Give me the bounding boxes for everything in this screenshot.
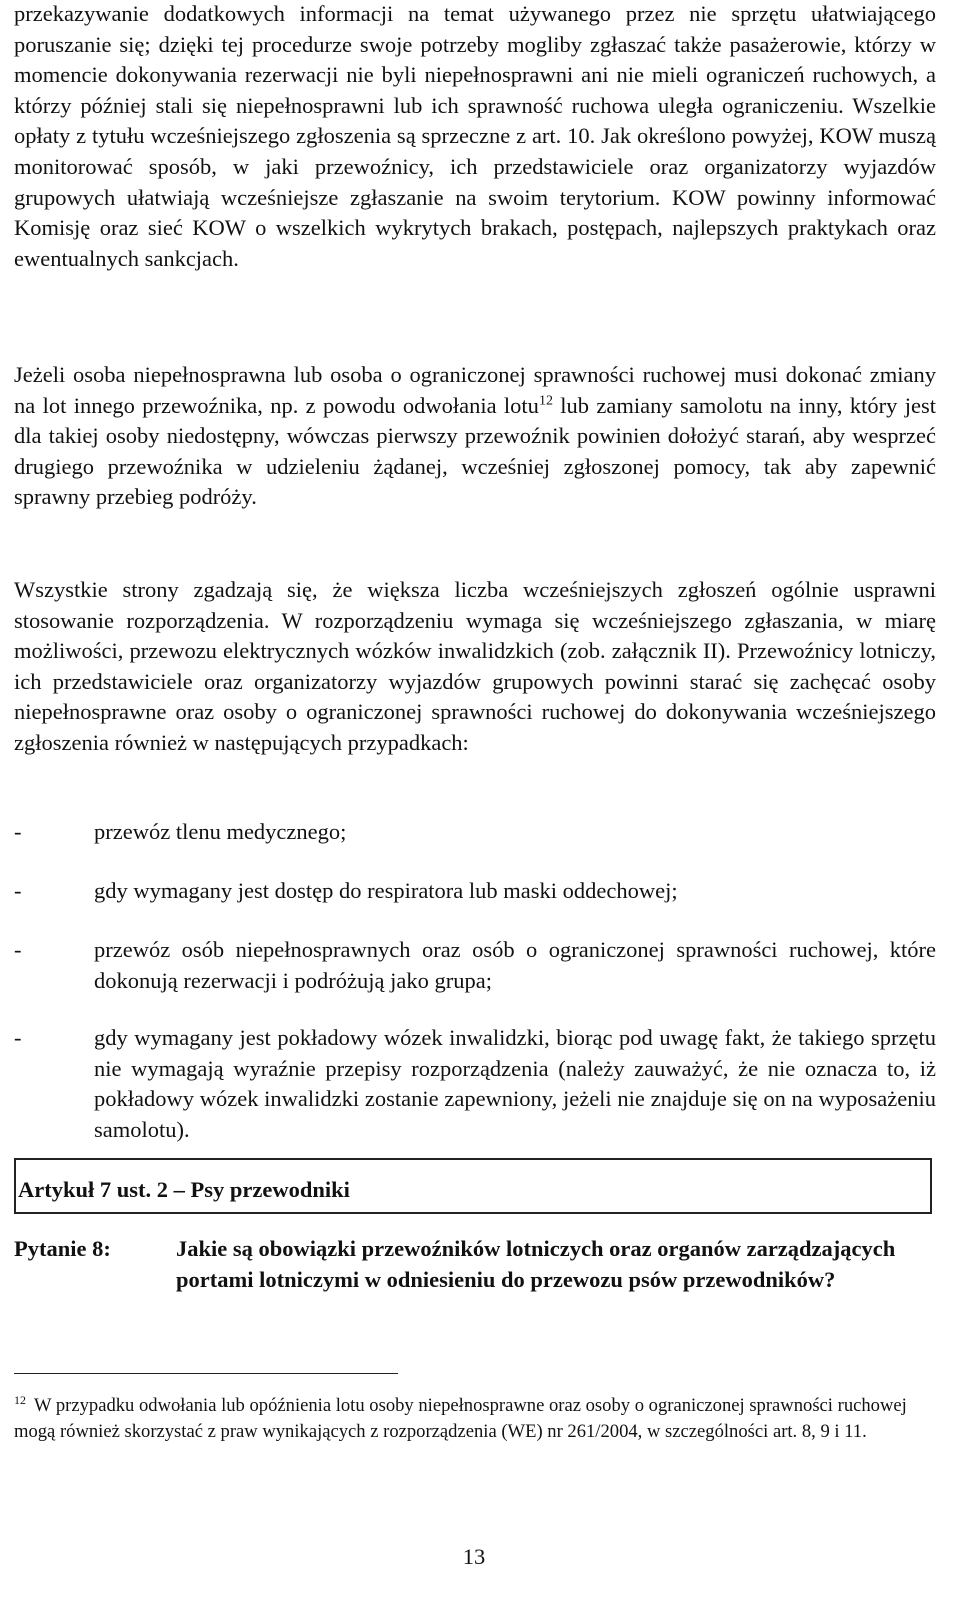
paragraph-earlier-notifications: Wszystkie strony zgadzają się, że większa liczba wcześniejszych zgłoszeń ogólnie usprawni stosowanie rozporządzenia. W rozporządzeniu wymaga się wcześniejszego zgłaszania, w miarę możliwości, przewozu elektrycznych wózków inwalidzkich (zob. załącznik II). Przewoźnicy lotniczy, ich przedstawiciele oraz organizatorzy wyjazdów grupowych powinni starać się zachęcać osoby niepełnosprawne oraz osoby o ograniczonej sprawności ruchowej do dokonywania wcześniejszego zgłoszenia również w następujących przypadkach: xyxy=(14,577,936,755)
list-dash: - xyxy=(14,937,22,962)
footnote-text: W przypadku odwołania lub opóźnienia lotu osoby niepełnosprawne oraz osoby o ograniczonej sprawności ruchowej mogą również skorzystać z praw wynikających z rozporządzenia (WE) nr 261/2004, w szczególności art. 8, 9 i 11. xyxy=(14,1395,907,1442)
paragraph-change-of-carrier-text-1: Jeżeli osoba niepełnosprawna lub osoba o ograniczonej sprawności ruchowej musi dokonać zmiany na lot innego przewoźnika, np. z powodu odwołania lotu xyxy=(14,362,936,418)
list-item-text: przewóz osób niepełnosprawnych oraz osób o ograniczonej sprawności ruchowej, które dokonują rezerwacji i podróżują jako grupa; xyxy=(94,937,936,993)
paragraph-change-of-carrier-text-2: lub zamiany samolotu na inny, który jest dla takiej osoby niedostępny, wówczas pierwszy przewoźnik powinien dołożyć starań, aby wesprzeć drugiego przewoźnika w udzieleniu żądanej, wcześniej zgłoszonej pomocy, tak aby zapewnić sprawny przebieg podróży. xyxy=(14,392,936,510)
list-item-text: gdy wymagany jest pokładowy wózek inwalidzki, biorąc pod uwagę fakt, że takiego sprzętu nie wymagają wyraźnie przepisy rozporządzenia (należy zauważyć, że nie oznacza to, iż pokładowy wózek inwalidzki zostanie zapewniony, jeżeli nie znajduje się on na wyposażeniu samolotu). xyxy=(94,1025,936,1142)
list-dash: - xyxy=(14,878,22,903)
list-dash: - xyxy=(14,819,22,844)
page-number: 13 xyxy=(462,1544,486,1569)
list-item-text: gdy wymagany jest dostęp do respiratora lub maski oddechowej; xyxy=(94,878,678,903)
footnote-reference[interactable]: 12 xyxy=(538,393,553,409)
question-text: Jakie są obowiązki przewoźników lotniczych oraz organów zarządzających portami lotniczymi w odniesieniu do przewozu psów przewodników? xyxy=(176,1236,896,1292)
footnote xyxy=(14,1393,914,1444)
footnote-separator xyxy=(14,1373,398,1374)
question-label: Pytanie 8: xyxy=(14,1236,111,1261)
list-item-text: przewóz tlenu medycznego; xyxy=(94,819,347,844)
paragraph-advance-notification: przekazywanie dodatkowych informacji na temat używanego przez nie sprzętu ułatwiającego poruszanie się; dzięki tej procedurze swoje potrzeby mogliby zgłaszać także pasażerowie, którzy w momencie dokonywania rezerwacji nie byli niepełnosprawni ani nie mieli ograniczeń ruchowych, a którzy później stali się niepełnosprawni lub ich sprawność ruchowa uległa ograniczeniu. Wszelkie opłaty z tytułu wcześniejszego zgłoszenia są sprzeczne z art. 10. Jak określono powyżej, KOW muszą monitorować sposób, w jaki przewoźnicy, ich przedstawiciele oraz organizatorzy wyjazdów grupowych ułatwiają wcześniejsze zgłaszanie na swoim terytorium. KOW powinny informować Komisję oraz sieć KOW o wszelkich wykrytych brakach, postępach, najlepszych praktykach oraz ewentualnych sankcjach. xyxy=(14,1,936,271)
article-heading-box xyxy=(14,1158,932,1214)
article-heading: Artykuł 7 ust. 2 – Psy przewodniki xyxy=(18,1177,350,1202)
list-dash: - xyxy=(14,1025,22,1050)
footnote-number: 12 xyxy=(14,1392,26,1407)
paragraph-change-of-carrier xyxy=(14,360,936,513)
